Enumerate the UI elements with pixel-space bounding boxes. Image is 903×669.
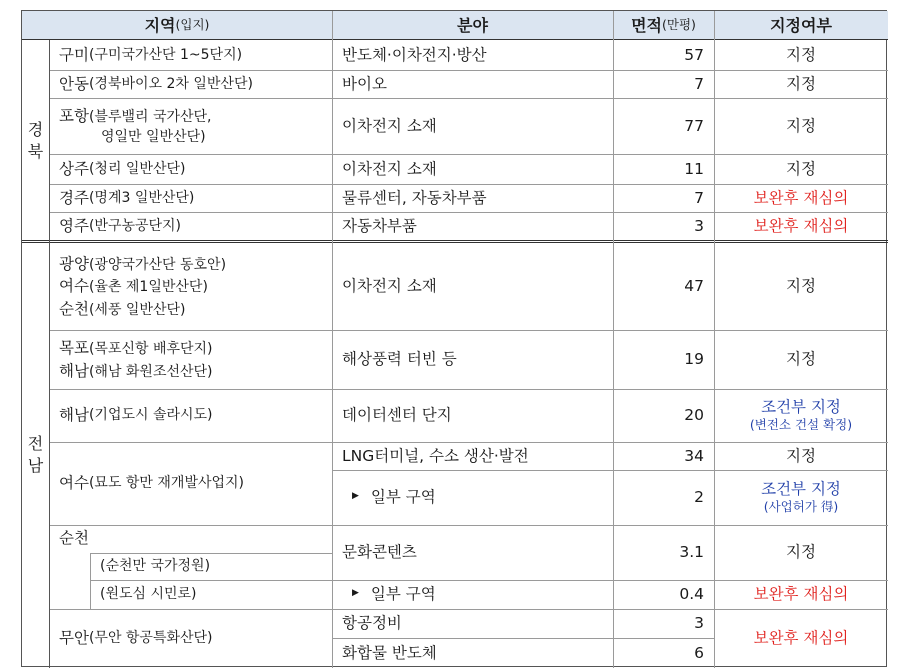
header-field — [332, 11, 613, 40]
row-yeongju-area: 3 — [694, 216, 704, 235]
sub-place: (원도심 시민로) — [100, 586, 197, 603]
header-region-label: 지역 — [144, 15, 176, 35]
place-name: 목포 — [59, 339, 89, 358]
row-muan-field-b: 화합물 반도체 — [342, 643, 437, 662]
row-muan-field-a: 항공정비 — [342, 614, 402, 633]
place-detail: (반구농공단지) — [88, 217, 182, 234]
row-gwangyang-field: 이차전지 소재 — [342, 277, 437, 296]
row-suncheon-sub-a — [90, 553, 332, 580]
place-detail: (기업도시 솔라시도) — [88, 407, 213, 424]
header-area-suffix: (만평) — [662, 17, 696, 33]
place-name: 영주 — [59, 216, 89, 235]
place-name: 광양 — [59, 254, 89, 273]
row-divider — [49, 70, 888, 71]
row-pohang-place — [49, 98, 332, 154]
province-jeonnam-char2: 남 — [27, 456, 44, 475]
row-divider — [332, 470, 888, 471]
place-detail: (경북바이오 2차 일반산단) — [88, 75, 253, 92]
row-divider — [49, 212, 888, 213]
row-myodo-area-b: 2 — [694, 488, 704, 507]
place-detail: (목포신항 배후단지) — [88, 341, 213, 358]
row-sangju-status: 지정 — [786, 159, 816, 178]
row-gyeongju-place — [49, 184, 332, 212]
row-gwangyang-area: 47 — [684, 277, 704, 296]
header-region-suffix: (입지) — [175, 17, 210, 33]
province-jeonnam — [22, 242, 49, 668]
row-sangju-area: 11 — [684, 159, 704, 178]
status-note: (사업허가 得) — [763, 499, 839, 515]
row-andong-area: 7 — [694, 74, 704, 93]
place-detail: (청리 일반산단) — [88, 160, 186, 177]
row-suncheon-field-b — [332, 580, 613, 609]
row-solaseado-status — [714, 389, 888, 442]
place-name: 여수 — [59, 474, 89, 493]
row-myodo-area-a: 34 — [684, 446, 704, 465]
place-name: 경주 — [59, 188, 89, 207]
header-status — [714, 11, 888, 40]
row-suncheon-status-a: 지정 — [786, 543, 816, 562]
place-detail: (묘도 항만 재개발사업지) — [88, 475, 245, 492]
header-region — [22, 11, 332, 40]
place-detail: (구미국가산단 1~5단지) — [88, 46, 243, 63]
row-gumi-status: 지정 — [786, 45, 816, 64]
field-text: 일부 구역 — [370, 488, 436, 507]
row-suncheon-sub-b — [90, 580, 332, 609]
row-myodo-field-b — [332, 470, 613, 525]
place-name: 순천 — [59, 528, 89, 547]
row-myodo-status-a: 지정 — [786, 446, 816, 465]
column-divider — [332, 11, 333, 668]
row-divider — [49, 154, 888, 155]
row-muan-place — [49, 609, 332, 668]
place-name: 해남 — [59, 406, 89, 425]
place-detail: (해남 화원조선산단) — [88, 363, 213, 380]
place-detail: (율촌 제1일반산단) — [88, 279, 208, 296]
row-divider — [49, 442, 888, 443]
triangle-bullet-icon: ▶ — [352, 587, 359, 598]
row-gumi-field: 반도체·이차전지·방산 — [342, 45, 487, 64]
row-divider — [332, 580, 888, 581]
status-note: (변전소 건설 확정) — [749, 417, 853, 433]
row-gyeongju-area: 7 — [694, 188, 704, 207]
row-myodo-field-a: LNG터미널, 수소 생산·발전 — [342, 446, 529, 465]
place-name: 무안 — [59, 629, 89, 648]
row-pohang-area: 77 — [684, 116, 704, 135]
place-name: 포항 — [59, 106, 89, 125]
column-divider — [714, 11, 715, 668]
row-divider — [49, 389, 888, 390]
row-pohang-status: 지정 — [786, 116, 816, 135]
row-gyeongju-status: 보완후 재심의 — [753, 188, 849, 207]
province-gyeongbuk — [22, 43, 49, 239]
row-yeongju-place — [49, 212, 332, 240]
row-myodo-status-b — [714, 470, 888, 525]
row-divider — [49, 609, 888, 610]
place-name: 해남 — [59, 361, 89, 380]
place-detail-2: 영일만 일반산단) — [101, 129, 206, 146]
row-muan-area-a: 3 — [694, 614, 704, 633]
row-divider — [49, 525, 888, 526]
row-gumi-area: 57 — [684, 45, 704, 64]
row-divider — [90, 553, 332, 554]
row-yeongju-status: 보완후 재심의 — [753, 216, 849, 235]
row-mokpo-status: 지정 — [786, 350, 816, 369]
province-jeonnam-char1: 전 — [27, 434, 44, 454]
place-detail: (세풍 일반산단) — [88, 301, 186, 318]
header-status-label: 지정여부 — [770, 15, 832, 35]
province-gyeongbuk-char2: 북 — [27, 142, 44, 161]
row-mokpo-area: 19 — [684, 350, 704, 369]
place-detail: (명계3 일반산단) — [88, 189, 195, 206]
row-andong-place — [49, 70, 332, 98]
place-name: 여수 — [59, 277, 89, 296]
designation-table — [21, 10, 887, 667]
triangle-bullet-icon: ▶ — [352, 490, 359, 501]
row-pohang-field: 이차전지 소재 — [342, 116, 437, 135]
row-divider — [90, 580, 332, 581]
row-divider — [49, 98, 888, 99]
row-suncheon-area-b: 0.4 — [679, 585, 704, 604]
place-name: 상주 — [59, 159, 89, 178]
header-area — [613, 11, 714, 40]
province-gyeongbuk-char1: 경 — [27, 120, 44, 140]
row-gwangyang-status: 지정 — [786, 277, 816, 296]
row-suncheon-area-a: 3.1 — [679, 543, 704, 562]
row-solaseado-place — [49, 389, 332, 442]
place-name: 구미 — [59, 45, 89, 64]
place-name: 순천 — [59, 299, 89, 318]
row-muan-area-b: 6 — [694, 643, 704, 662]
row-gyeongju-field: 물류센터, 자동차부품 — [342, 188, 487, 207]
column-divider — [49, 40, 50, 668]
column-divider — [90, 553, 91, 609]
row-mokpo-field: 해상풍력 터빈 등 — [342, 350, 457, 369]
row-sangju-field: 이차전지 소재 — [342, 159, 437, 178]
row-yeongju-field: 자동차부품 — [342, 216, 417, 235]
row-suncheon-place — [49, 525, 332, 551]
row-divider — [49, 184, 888, 185]
row-divider — [49, 330, 888, 331]
row-gumi-place — [49, 40, 332, 70]
place-detail: (광양국가산단 동호안) — [88, 256, 227, 273]
status-main: 조건부 지정 — [761, 480, 841, 498]
row-divider — [332, 638, 714, 639]
row-andong-status: 지정 — [786, 74, 816, 93]
place-detail: (블루밸리 국가산단, — [88, 108, 212, 125]
row-gwangyang-place — [49, 243, 332, 330]
header-field-label: 분야 — [457, 15, 488, 35]
row-myodo-place — [49, 442, 332, 525]
row-andong-field: 바이오 — [342, 74, 387, 93]
province-divider — [22, 240, 888, 243]
status-main: 조건부 지정 — [761, 398, 841, 416]
row-suncheon-status-b: 보완후 재심의 — [753, 585, 849, 604]
place-detail: (무안 항공특화산단) — [88, 630, 213, 647]
sub-place: (순천만 국가정원) — [100, 558, 211, 575]
row-mokpo-place — [49, 330, 332, 389]
place-name: 안동 — [59, 74, 89, 93]
field-text: 일부 구역 — [370, 585, 436, 604]
header-area-label: 면적 — [631, 15, 662, 35]
row-muan-status: 보완후 재심의 — [753, 629, 849, 648]
header-bottom-border — [22, 39, 888, 40]
row-suncheon-field-a: 문화콘텐츠 — [342, 543, 417, 562]
row-solaseado-area: 20 — [684, 406, 704, 425]
column-divider — [613, 11, 614, 668]
row-sangju-place — [49, 154, 332, 184]
row-solaseado-field: 데이터센터 단지 — [342, 406, 452, 425]
